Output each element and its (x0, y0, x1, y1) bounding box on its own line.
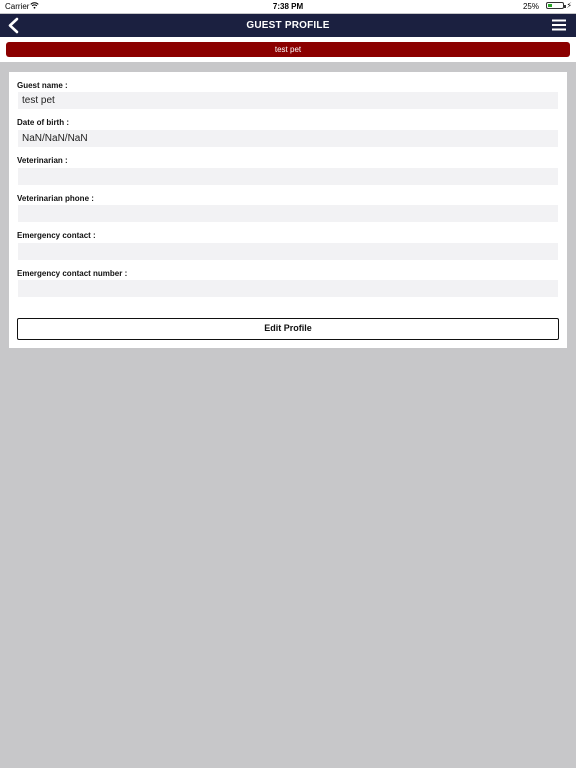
status-time: 7:38 PM (272, 2, 304, 11)
page-title: GUEST PROFILE (246, 20, 330, 31)
battery-percent: 25% (522, 2, 539, 11)
veterinarian-label: Veterinarian : (17, 156, 68, 165)
emergency-contact-number-value (18, 280, 558, 297)
emergency-contact-value (18, 243, 558, 260)
pet-name-banner: test pet (6, 42, 570, 57)
carrier-label: Carrier (5, 2, 30, 11)
battery-icon (546, 2, 564, 9)
edit-profile-button[interactable]: Edit Profile (17, 318, 559, 340)
guest-profile-card (9, 72, 567, 348)
pet-name-banner-area (0, 37, 576, 62)
guest-name-value: test pet (18, 92, 558, 109)
guest-name-label: Guest name : (17, 81, 68, 90)
veterinarian-phone-value (18, 205, 558, 222)
emergency-contact-label: Emergency contact : (17, 231, 96, 240)
date-of-birth-value: NaN/NaN/NaN (18, 130, 558, 147)
veterinarian-phone-label: Veterinarian phone : (17, 194, 94, 203)
status-bar (0, 0, 576, 13)
navigation-bar (0, 14, 576, 37)
emergency-contact-number-label: Emergency contact number : (17, 269, 128, 278)
battery-fill (548, 4, 552, 7)
charging-bolt-icon: ⚡ (566, 1, 572, 10)
hamburger-menu-icon[interactable] (552, 18, 566, 32)
date-of-birth-label: Date of birth : (17, 118, 69, 127)
veterinarian-value (18, 168, 558, 185)
